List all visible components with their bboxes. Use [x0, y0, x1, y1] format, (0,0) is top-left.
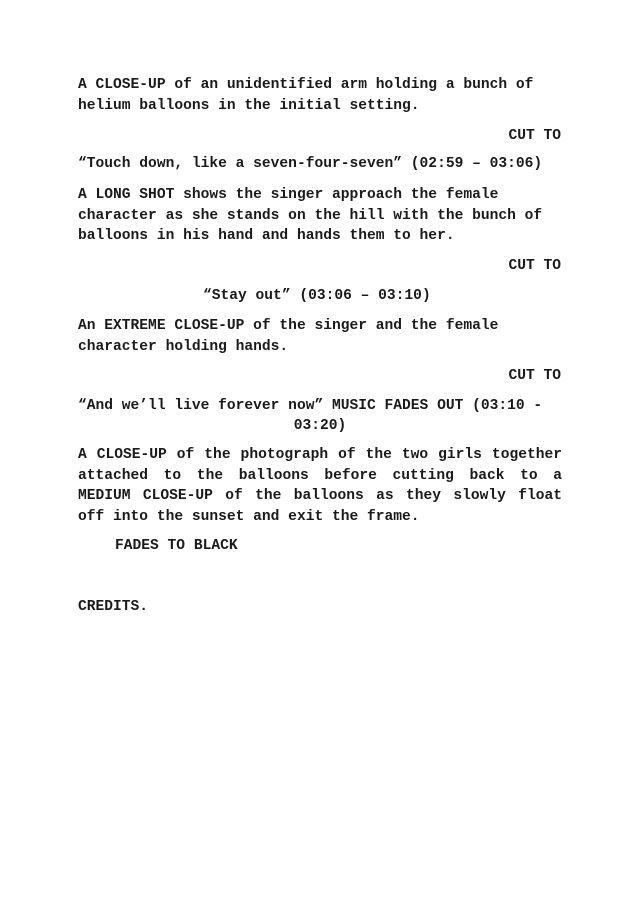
lyric-cue-stay-out: “Stay out” (03:06 – 03:10) [203, 288, 431, 304]
shot-description-photograph: A CLOSE-UP of the photograph of the two girls together attached to the balloons before cutting back to a MEDIUM CLOSE-UP of the balloons as they slowly float off into the sunset and exit the frame. [78, 447, 562, 525]
lyric-cue-live-forever-line2: 03:20) [293, 418, 347, 434]
lyric-cue-live-forever-line1: “And we’ll live forever now” MUSIC FADES OUT (03:10 - [78, 398, 543, 414]
lyric-cue-touch-down: “Touch down, like a seven-four-seven” (02:59 – 03:06) [78, 156, 543, 172]
transition-cut-to-2: CUT TO [508, 258, 561, 274]
transition-fades-to-black: FADES TO BLACK [115, 538, 238, 554]
transition-cut-to-1: CUT TO [508, 128, 561, 144]
shot-description-long-shot: A LONG SHOT shows the singer approach the female character as she stands on the hill with the bunch of balloons in his hand and hands them to her. [78, 187, 543, 244]
shot-description-extreme-closeup: An EXTREME CLOSE-UP of the singer and the female character holding hands. [78, 318, 499, 355]
transition-cut-to-3: CUT TO [508, 368, 561, 384]
credits-heading: CREDITS. [78, 599, 149, 615]
shot-description-closeup-arm: A CLOSE-UP of an unidentified arm holding a bunch of helium balloons in the initial setting. [78, 77, 534, 114]
